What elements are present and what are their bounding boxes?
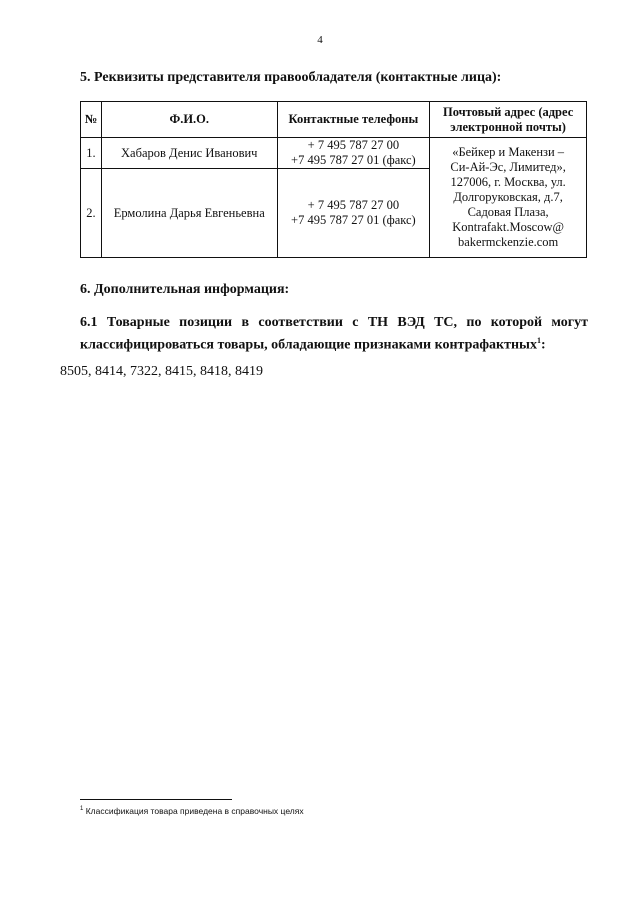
footnote-mark: 1 — [80, 806, 84, 813]
header-name: Ф.И.О. — [101, 102, 277, 138]
contacts-table — [80, 101, 587, 258]
footnote — [80, 806, 304, 816]
section-6-heading: 6. Дополнительная информация: — [80, 282, 290, 297]
row-1-phone: + 7 495 787 27 00 — [307, 138, 400, 152]
page-number: 4 — [317, 34, 323, 46]
footnote-text: Классификация товара приведена в справочных целях — [85, 806, 304, 816]
header-phones: Контактные телефоны — [277, 102, 430, 138]
row-2-num: 2. — [81, 169, 102, 258]
address-email-line: bakermckenzie.com — [457, 235, 559, 249]
address-email-line: Kontrafakt.Moscow@ — [452, 220, 565, 234]
footnote-reference[interactable]: 1 — [537, 336, 541, 345]
row-1-fax: +7 495 787 27 01 (факс) — [291, 153, 416, 167]
address-line: Садовая Плаза, — [467, 205, 549, 219]
row-2-phone: + 7 495 787 27 00 — [307, 198, 400, 212]
header-address — [430, 102, 587, 138]
address-line: Долгоруковская, д.7, — [453, 190, 563, 204]
address-cell — [430, 138, 587, 258]
row-2-fax: +7 495 787 27 01 (факс) — [291, 213, 416, 227]
header-num: № — [81, 102, 102, 138]
paragraph-6-1-colon: : — [541, 337, 546, 353]
row-2-name: Ермолина Дарья Евгеньевна — [101, 169, 277, 258]
table-header-row — [81, 102, 587, 138]
header-address-line2: электронной почты) — [450, 119, 566, 134]
paragraph-6-1 — [80, 314, 588, 355]
tn-ved-codes: 8505, 8414, 7322, 8415, 8418, 8419 — [60, 364, 263, 379]
table-row — [81, 138, 587, 169]
section-5-heading: 5. Реквизиты представителя правообладателя (контактные лица): — [80, 70, 502, 85]
row-1-phones — [277, 138, 430, 169]
row-1-num: 1. — [81, 138, 102, 169]
paragraph-6-1-text: 6.1 Товарные позиции в соответствии с ТН ВЭД ТС, по которой могут классифицироваться товары, обладающие признаками контрафактных — [80, 315, 588, 353]
header-address-line1: Почтовый адрес (адрес — [442, 104, 574, 119]
footnote-divider — [80, 799, 232, 800]
address-line: 127006, г. Москва, ул. — [450, 175, 566, 189]
address-line: Си-Ай-Эс, Лимитед», — [450, 160, 566, 174]
row-1-name: Хабаров Денис Иванович — [101, 138, 277, 169]
address-line: «Бейкер и Макензи – — [452, 145, 565, 159]
row-2-phones — [277, 169, 430, 258]
